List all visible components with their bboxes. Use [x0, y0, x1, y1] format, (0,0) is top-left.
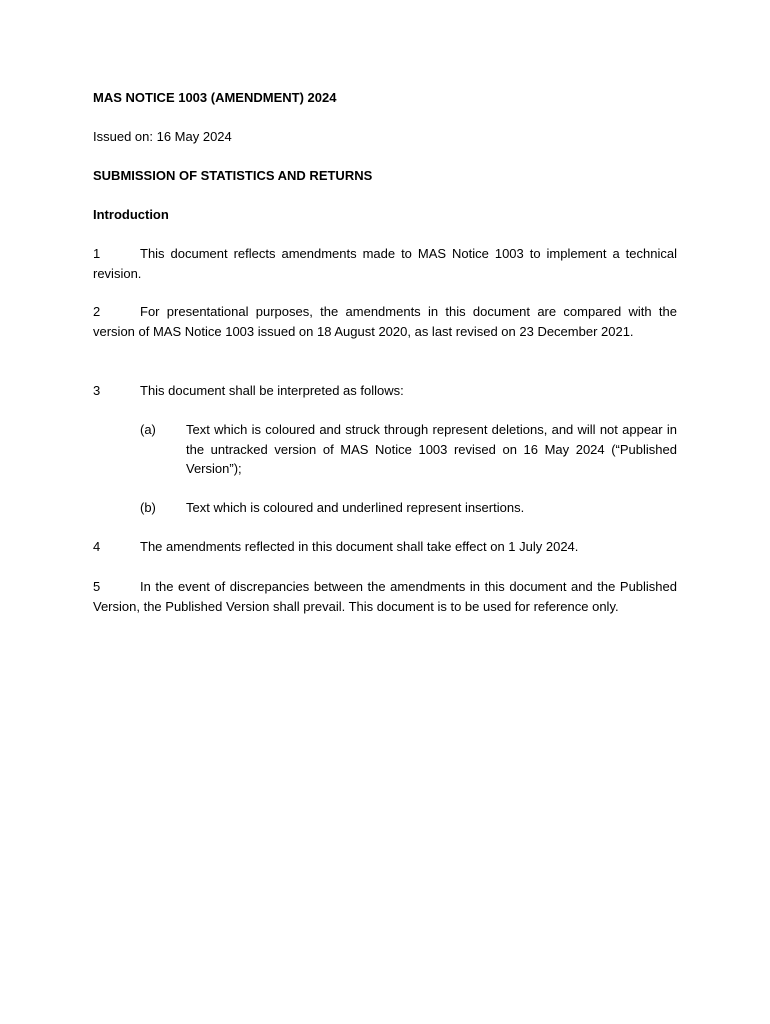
subparagraph-text: Text which is coloured and struck through represent deletions, and will not appear in the untracked version of MAS Notice 1003 revised on 16 May 2024 (“Published Version”);: [186, 422, 677, 476]
paragraph-text: This document reflects amendments made to MAS Notice 1003 to implement a technical revision.: [93, 246, 677, 281]
paragraph-number: 5: [93, 579, 101, 594]
paragraph-text: This document shall be interpreted as follows:: [140, 383, 404, 398]
paragraph-5: [93, 577, 677, 616]
section-heading: Introduction: [93, 207, 169, 222]
subparagraph-label: (b): [140, 500, 156, 515]
subparagraph-text: Text which is coloured and underlined represent insertions.: [186, 500, 525, 515]
paragraph-1: [93, 244, 677, 283]
paragraph-text: In the event of discrepancies between the amendments in this document and the Published Version, the Published Version shall prevail. This document is to be used for reference only.: [93, 579, 677, 614]
subparagraph-label: (a): [140, 422, 156, 437]
paragraph-number: 2: [93, 304, 101, 319]
paragraph-2: [93, 302, 677, 341]
issued-date: Issued on: 16 May 2024: [93, 129, 232, 144]
paragraph-text: For presentational purposes, the amendments in this document are compared with the version of MAS Notice 1003 issued on 18 August 2020, as last revised on 23 December 2021.: [93, 304, 677, 339]
document-subject: SUBMISSION OF STATISTICS AND RETURNS: [93, 168, 373, 183]
document-title: MAS NOTICE 1003 (AMENDMENT) 2024: [93, 90, 337, 105]
paragraph-4: [93, 537, 677, 557]
paragraph-number: 4: [93, 539, 101, 554]
paragraph-3: [93, 381, 677, 401]
paragraph-text: The amendments reflected in this document shall take effect on 1 July 2024.: [140, 539, 579, 554]
paragraph-number: 1: [93, 246, 101, 261]
paragraph-number: 3: [93, 383, 101, 398]
